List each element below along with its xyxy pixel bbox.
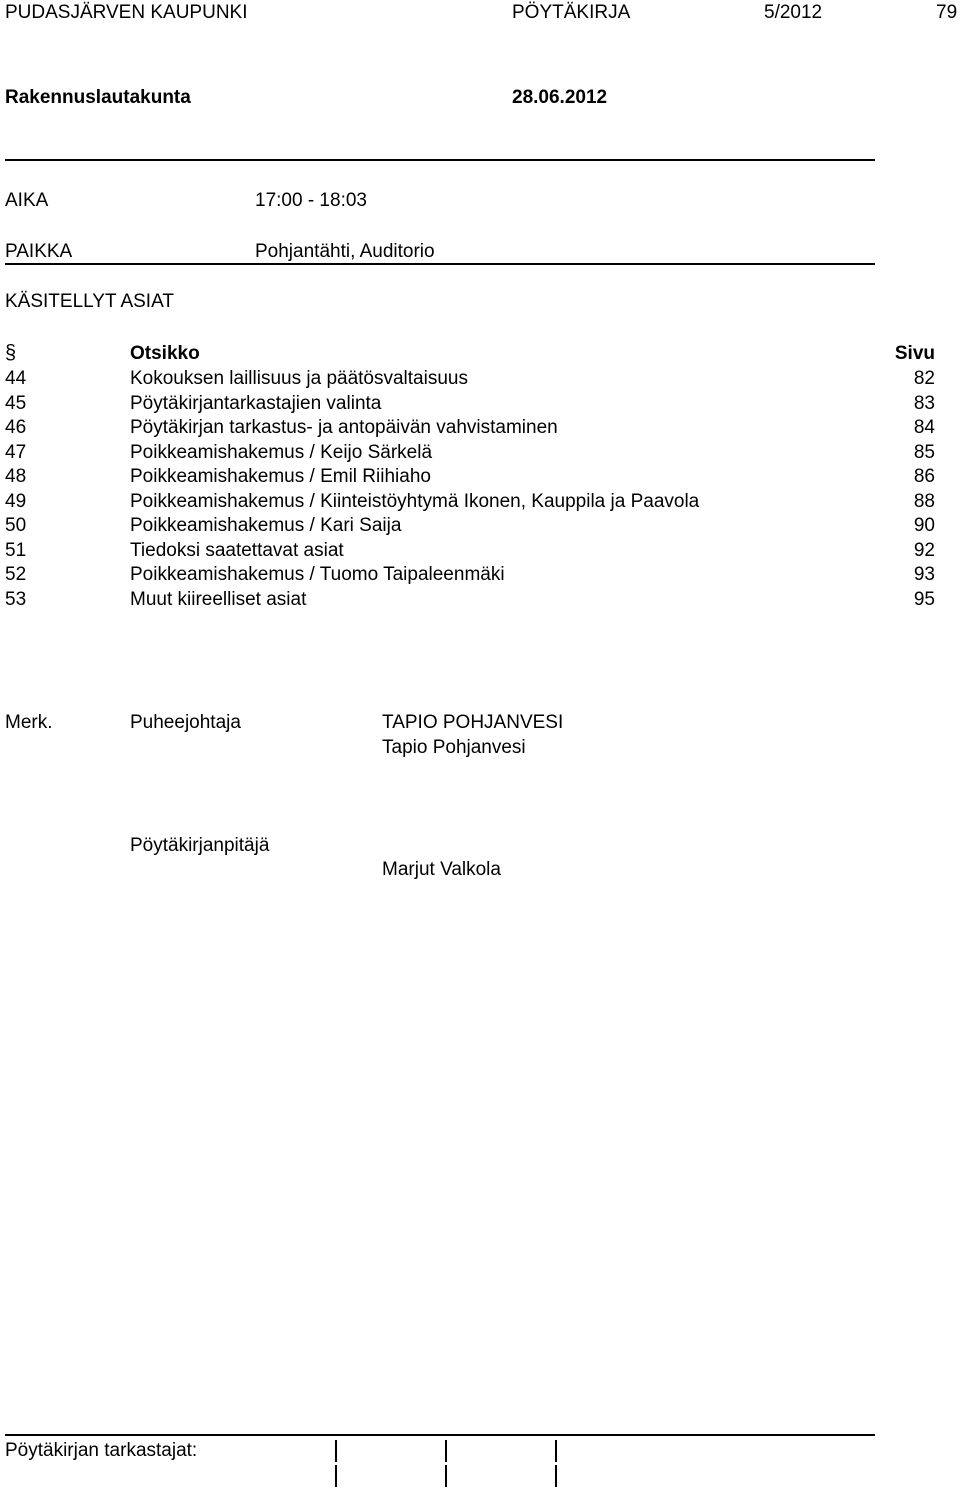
- agenda-item-page: 90: [913, 515, 935, 536]
- reviewer-signature-box: [445, 1440, 447, 1462]
- issue-number: 5/2012: [764, 2, 823, 23]
- agenda-item-title: Kokouksen laillisuus ja päätösvaltaisuus: [130, 368, 468, 389]
- agenda-item-page: 84: [913, 417, 935, 438]
- agenda-item-page: 86: [913, 466, 935, 487]
- reviewer-signature-box: [335, 1440, 337, 1462]
- board-name: Rakennuslautakunta: [5, 87, 191, 108]
- agenda-item-page: 88: [913, 490, 935, 512]
- agenda-item-number: 53: [5, 588, 27, 610]
- agenda-item-number: 47: [5, 441, 27, 463]
- agenda-item-page: 93: [913, 564, 935, 585]
- agenda-item: [5, 367, 935, 391]
- merk-label: Merk.: [5, 712, 53, 733]
- agenda-item-title: Poikkeamishakemus / Kari Saija: [130, 515, 402, 536]
- time-label: AIKA: [5, 190, 49, 211]
- agenda-item: [5, 539, 935, 563]
- meeting-divider: [5, 263, 875, 265]
- agenda-item: [5, 588, 935, 612]
- document-type: PÖYTÄKIRJA: [512, 2, 631, 23]
- secretary-name: Marjut Valkola: [382, 859, 501, 880]
- page-number: 79: [936, 2, 958, 23]
- agenda-item-title: Tiedoksi saatettavat asiat: [130, 539, 344, 561]
- column-header-page: Sivu: [894, 343, 935, 364]
- agenda-item-title: Poikkeamishakemus / Tuomo Taipaleenmäki: [130, 564, 505, 585]
- agenda-item: [5, 441, 935, 465]
- agenda-item-page: 83: [913, 392, 935, 414]
- place-label: PAIKKA: [5, 241, 73, 262]
- agenda-item: [5, 392, 935, 416]
- footer-divider: [5, 1434, 875, 1436]
- agenda-item-page: 85: [913, 441, 935, 463]
- agenda-item-page: 92: [913, 539, 935, 561]
- reviewer-signature-box: [555, 1465, 557, 1487]
- agenda-item-page: 82: [913, 368, 935, 389]
- agenda-item-title: Poikkeamishakemus / Emil Riihiaho: [130, 466, 431, 487]
- agenda-item-title: Poikkeamishakemus / Kiinteistöyhtymä Ikonen, Kauppila ja Paavola: [130, 490, 700, 512]
- reviewer-signature-box: [335, 1465, 337, 1487]
- agenda-item-number: 50: [5, 515, 27, 536]
- chair-role: Puheejohtaja: [130, 712, 241, 733]
- agenda-item-number: 51: [5, 539, 27, 561]
- agenda-item-title: Pöytäkirjan tarkastus- ja antopäivän vahvistaminen: [130, 417, 558, 438]
- reviewer-signature-box: [555, 1440, 557, 1462]
- agenda-item-page: 95: [913, 588, 935, 610]
- time-value: 17:00 - 18:03: [255, 190, 367, 211]
- chair-name: Tapio Pohjanvesi: [382, 737, 526, 758]
- agenda-item: [5, 514, 935, 538]
- agenda-section-title: KÄSITELLYT ASIAT: [5, 291, 174, 312]
- agenda-item: [5, 563, 935, 587]
- place-value: Pohjantähti, Auditorio: [255, 241, 435, 262]
- chair-signature: TAPIO POHJANVESI: [382, 712, 564, 733]
- agenda-item-title: Poikkeamishakemus / Keijo Särkelä: [130, 441, 433, 463]
- agenda-item-title: Pöytäkirjantarkastajien valinta: [130, 392, 382, 414]
- meeting-date: 28.06.2012: [512, 87, 608, 108]
- agenda-item-title: Muut kiireelliset asiat: [130, 588, 307, 610]
- section-sign-icon: §: [5, 342, 17, 364]
- column-header-title: Otsikko: [130, 343, 200, 364]
- agenda-item-number: 48: [5, 466, 27, 487]
- secretary-role: Pöytäkirjanpitäjä: [130, 835, 270, 856]
- reviewer-signature-box: [445, 1465, 447, 1487]
- agenda-item-number: 44: [5, 368, 27, 389]
- agenda-item: [5, 465, 935, 489]
- agenda-item-number: 49: [5, 490, 27, 512]
- agenda-item-number: 46: [5, 417, 27, 438]
- agenda-item: [5, 490, 935, 514]
- municipality-name: PUDASJÄRVEN KAUPUNKI: [5, 2, 248, 23]
- agenda-item: [5, 416, 935, 440]
- agenda-item-number: 52: [5, 564, 27, 585]
- header-divider: [5, 159, 875, 161]
- agenda-item-number: 45: [5, 392, 27, 414]
- reviewers-label: Pöytäkirjan tarkastajat:: [5, 1440, 198, 1461]
